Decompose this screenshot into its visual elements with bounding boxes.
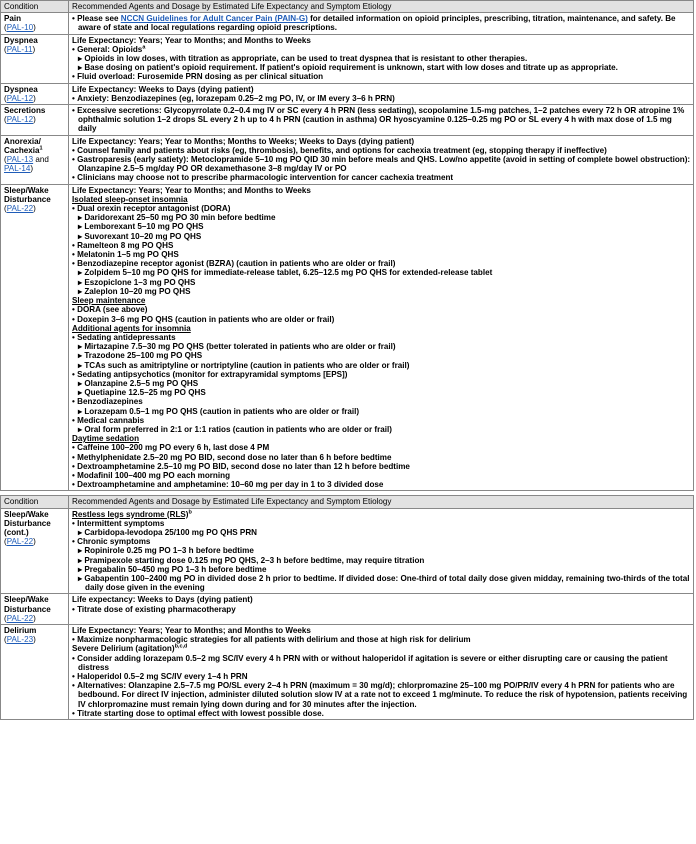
section-heading: Isolated sleep-onset insomnia bbox=[72, 194, 188, 204]
condition-cell: Pain (PAL-10) bbox=[1, 13, 69, 34]
ref-link[interactable]: PAL-11 bbox=[6, 44, 33, 54]
life-expectancy: Life Expectancy: Years; Year to Months; Months to Weeks; Weeks to Days (dying patient) bbox=[72, 136, 415, 146]
ref-link[interactable]: PAL-12 bbox=[6, 93, 34, 103]
row-delirium bbox=[1, 625, 694, 720]
row-dyspnea-dying bbox=[1, 83, 694, 104]
header-agents: Recommended Agents and Dosage by Estimated Life Expectancy and Symptom Etiology bbox=[69, 496, 694, 508]
condition-cell: Sleep/Wake Disturbance (PAL-22) bbox=[1, 184, 69, 491]
agents-cell: • Please see NCCN Guidelines for Adult Cancer Pain (PAIN-G) for detailed information on opioid principles, prescribing, titration, maintenance, and safety. Be aware of state and local regulations regarding opioid prescriptions. bbox=[69, 13, 694, 34]
life-expectancy: Life expectancy: Weeks to Days (dying patient) bbox=[72, 595, 253, 605]
agents-cell: Life expectancy: Weeks to Days (dying patient) • Titrate dose of existing pharmacotherapy bbox=[69, 594, 694, 625]
row-anorexia bbox=[1, 135, 694, 184]
life-expectancy: Life Expectancy: Years; Year to Months; and Months to Weeks bbox=[72, 626, 311, 635]
row-sleep-wake-cont bbox=[1, 508, 694, 594]
ref-link[interactable]: PAL-13 bbox=[6, 155, 34, 165]
condition-cell: Anorexia/ Cachexia$^1$ (PAL-13 and PAL-14) bbox=[1, 135, 69, 184]
life-expectancy: Life Expectancy: Years; Year to Months; and Months to Weeks bbox=[72, 35, 311, 45]
condition-name: Delirium bbox=[4, 626, 37, 635]
condition-name: Dyspnea bbox=[4, 35, 38, 45]
header-condition: Condition bbox=[1, 496, 69, 508]
ref-link[interactable]: PAL-10 bbox=[6, 23, 34, 33]
section-heading: Severe Delirium (agitation)$^{b,c,d}$ bbox=[72, 643, 188, 654]
ref-link[interactable]: PAL-22 bbox=[6, 204, 34, 214]
row-secretions bbox=[1, 105, 694, 136]
ref-link[interactable]: PAL-22 bbox=[6, 613, 34, 623]
condition-cell: Sleep/Wake Disturbance (PAL-22) bbox=[1, 594, 69, 625]
section-heading: Daytime sedation bbox=[72, 434, 140, 444]
condition-name: Sleep/Wake bbox=[4, 595, 49, 605]
agents-cell: Life Expectancy: Years; Year to Months; and Months to Weeks Isolated sleep-onset insomnia • Dual orexin receptor antagonist (DORA) ▸ Daridorexant 25–50 mg PO 30 min before bedtime ▸ Lemborexant 5–10 mg PO QHS ▸ Suvorexant 10–20 mg PO QHS • Ramelteon 8 mg PO QHS • Melatonin 1–5 mg PO QHS • Benzodiazepine receptor agonist (BZRA) (caution in patients who are older or frail) ▸ Zolpidem 5–10 mg PO QHS for immediate-release tablet, 6.25–12.5 mg PO QHS for extended-release tablet ▸ Eszopiclone 1–3 mg PO QHS ▸ Zaleplon 10–20 mg PO QHS Sleep maintenance • DORA (see above) • Doxepin 3–6 mg PO QHS (caution in patients who are older or frail) Additional agents for insomnia • Sedating antidepressants ▸ Mirtazapine 7.5–30 mg PO QHS (better tolerated in patients who are older or frail) ▸ Trazodone 25–100 mg PO QHS ▸ TCAs such as amitriptyline or nortriptyline (caution in patients who are older or frail) • Sedating antipsychotics (monitor for extrapyramidal symptoms [EPS]) ▸ Olanzapine 2.5–5 mg PO QHS ▸ Quetiapine 12.5–25 mg PO QHS • Benzodiazepines ▸ Lorazepam 0.5–1 mg PO QHS (caution in patients who are older or frail) • Medical cannabis ▸ Oral form preferred in 2:1 or 1:1 ratios (caution in patients who are older or frail) Daytime sedation • Caffeine 100–200 mg PO every 6 h, last dose 4 PM • Methylphenidate 2.5–20 mg PO BID, second dose no later than 6 h before bedtime • Dextroamphetamine 2.5–10 mg PO BID, second dose no later than 12 h before bedtime • Modafinil 100–400 mg PO each morning • Dextroamphetamine and amphetamine: 10–60 mg per day in 1 to 3 divided dose bbox=[69, 184, 694, 491]
agents-cell: Life Expectancy: Years; Year to Months; Months to Weeks; Weeks to Days (dying patient) • Counsel family and patients about risks (eg, thrombosis), benefits, and options for cachexia treatment (eg, stopping therapy if ineffective) • Gastroparesis (early satiety): Metoclopramide 5–10 mg PO QID 30 min before meals and QHS. Low/no appetite (avoid in setting of complete bowel obstruction): Olanzapine 2.5–5 mg/day PO OR dexamethasone 3–8 mg/day IV or PO • Clinicians may choose not to prescribe pharmacologic intervention for cancer cachexia treatment bbox=[69, 135, 694, 184]
agents-cell: Life Expectancy: Years; Year to Months; and Months to Weeks • Maximize nonpharmacologic strategies for all patients with delirium and those at high risk for delirium Severe Delirium (agitation)$^{b,c,d}$ • Consider adding lorazepam 0.5–2 mg SC/IV every 4 h PRN with or without haloperidol if agitation is severe or either disrupting care or causing the patient distress • Haloperidol 0.5–2 mg SC/IV every 1–4 h PRN • Alternatives: Olanzapine 2.5–7.5 mg PO/SL every 2–4 h PRN (maximum = 30 mg/d); chlorpromazine 25–100 mg PO/PR/IV every 4 h PRN for patients who are bedbound. For direct IV injection, administer diluted solution slow IV at a rate not to exceed 1 mg/minute. To reduce the risk of hypotension, patients receiving IV chlorpromazine must remain lying down during and for 30 minutes after the injection. • Titrate starting dose to optimal effect with lowest possible dose. bbox=[69, 625, 694, 720]
agents-cell: Life Expectancy: Years; Year to Months; and Months to Weeks • General: Opioids$^a$ ▸ Opioids in low doses, with titration as appropriate, can be used to treat dyspnea that is resistant to other therapies. ▸ Base dosing on patient's opioid requirement. If patient's opioid requirement is unknown, start with low doses and titrate up as appropriate. • Fluid overload: Furosemide PRN dosing as per clinical situation bbox=[69, 34, 694, 83]
ref-link[interactable]: PAL-14 bbox=[4, 164, 31, 174]
condition-name: Sleep/Wake bbox=[4, 185, 49, 195]
condition-cell: Secretions (PAL-12) bbox=[1, 105, 69, 136]
row-dyspnea bbox=[1, 34, 694, 83]
condition-cell: Sleep/Wake Disturbance (cont.) (PAL-22) bbox=[1, 508, 69, 594]
table-header-row bbox=[1, 1, 694, 13]
table-header-row bbox=[1, 496, 694, 508]
agents-cell: Restless legs syndrome (RLS)$^b$ • Intermittent symptoms ▸ Carbidopa-levodopa 25/100 mg PO QHS PRN • Chronic symptoms ▸ Ropinirole 0.25 mg PO 1–3 h before bedtime ▸ Pramipexole starting dose 0.125 mg PO QHS, 2–3 h before bedtime, may require titration ▸ Pregabalin 50–450 mg PO 1–3 h before bedtime ▸ Gabapentin 100–2400 mg PO in divided dose 2 h prior to bedtime. If divided dose: One-third of total daily dose given midday, remaining two-thirds of the total daily dose given in the evening bbox=[69, 508, 694, 594]
condition-name: Dyspnea bbox=[4, 84, 38, 94]
agents-cell: Life Expectancy: Weeks to Days (dying patient) • Anxiety: Benzodiazepines (eg, lorazepam 0.25–2 mg PO, IV, or IM every 3–6 h PRN) bbox=[69, 83, 694, 104]
condition-cell: Dyspnea (PAL-11) bbox=[1, 34, 69, 83]
ref-link[interactable]: PAL-12 bbox=[6, 115, 34, 125]
condition-cell: Delirium (PAL-23) bbox=[1, 625, 69, 720]
life-expectancy: Life Expectancy: Years; Year to Months; and Months to Weeks bbox=[72, 185, 311, 195]
row-pain bbox=[1, 13, 694, 34]
condition-name: Anorexia/ bbox=[4, 136, 41, 146]
agents-cell: • Excessive secretions: Glycopyrrolate 0.2–0.4 mg IV or SC every 4 h PRN (less sedating), scopolamine 1.5-mg patches, 1–2 patches every 72 h OR atropine 1% ophthalmic solution 1–2 drops SL every 2 h up to 4 h PRN (caution in asthma) OR hyoscyamine 0.125–0.25 mg PO or SL every 4 h with max dose of 1.5 mg daily bbox=[69, 105, 694, 136]
condition-cell: Dyspnea (PAL-12) bbox=[1, 83, 69, 104]
condition-name: Sleep/Wake bbox=[4, 509, 49, 519]
nccn-guidelines-link[interactable]: NCCN Guidelines for Adult Cancer Pain (PAIN-G) bbox=[120, 14, 308, 24]
condition-name: Secretions bbox=[4, 106, 46, 116]
ref-link[interactable]: PAL-22 bbox=[6, 537, 34, 547]
row-sleep-wake bbox=[1, 184, 694, 491]
row-sleep-wake-dying bbox=[1, 594, 694, 625]
ref-link[interactable]: PAL-23 bbox=[6, 635, 34, 645]
life-expectancy: Life Expectancy: Weeks to Days (dying patient) bbox=[72, 84, 254, 94]
header-agents: Recommended Agents and Dosage by Estimated Life Expectancy and Symptom Etiology bbox=[69, 1, 694, 13]
section-heading: Restless legs syndrome (RLS)$^b$ bbox=[72, 508, 192, 519]
header-condition: Condition bbox=[1, 1, 69, 13]
section-heading: Sleep maintenance bbox=[72, 296, 146, 306]
condition-name: Pain bbox=[4, 14, 22, 24]
section-heading: Additional agents for insomnia bbox=[72, 323, 191, 333]
